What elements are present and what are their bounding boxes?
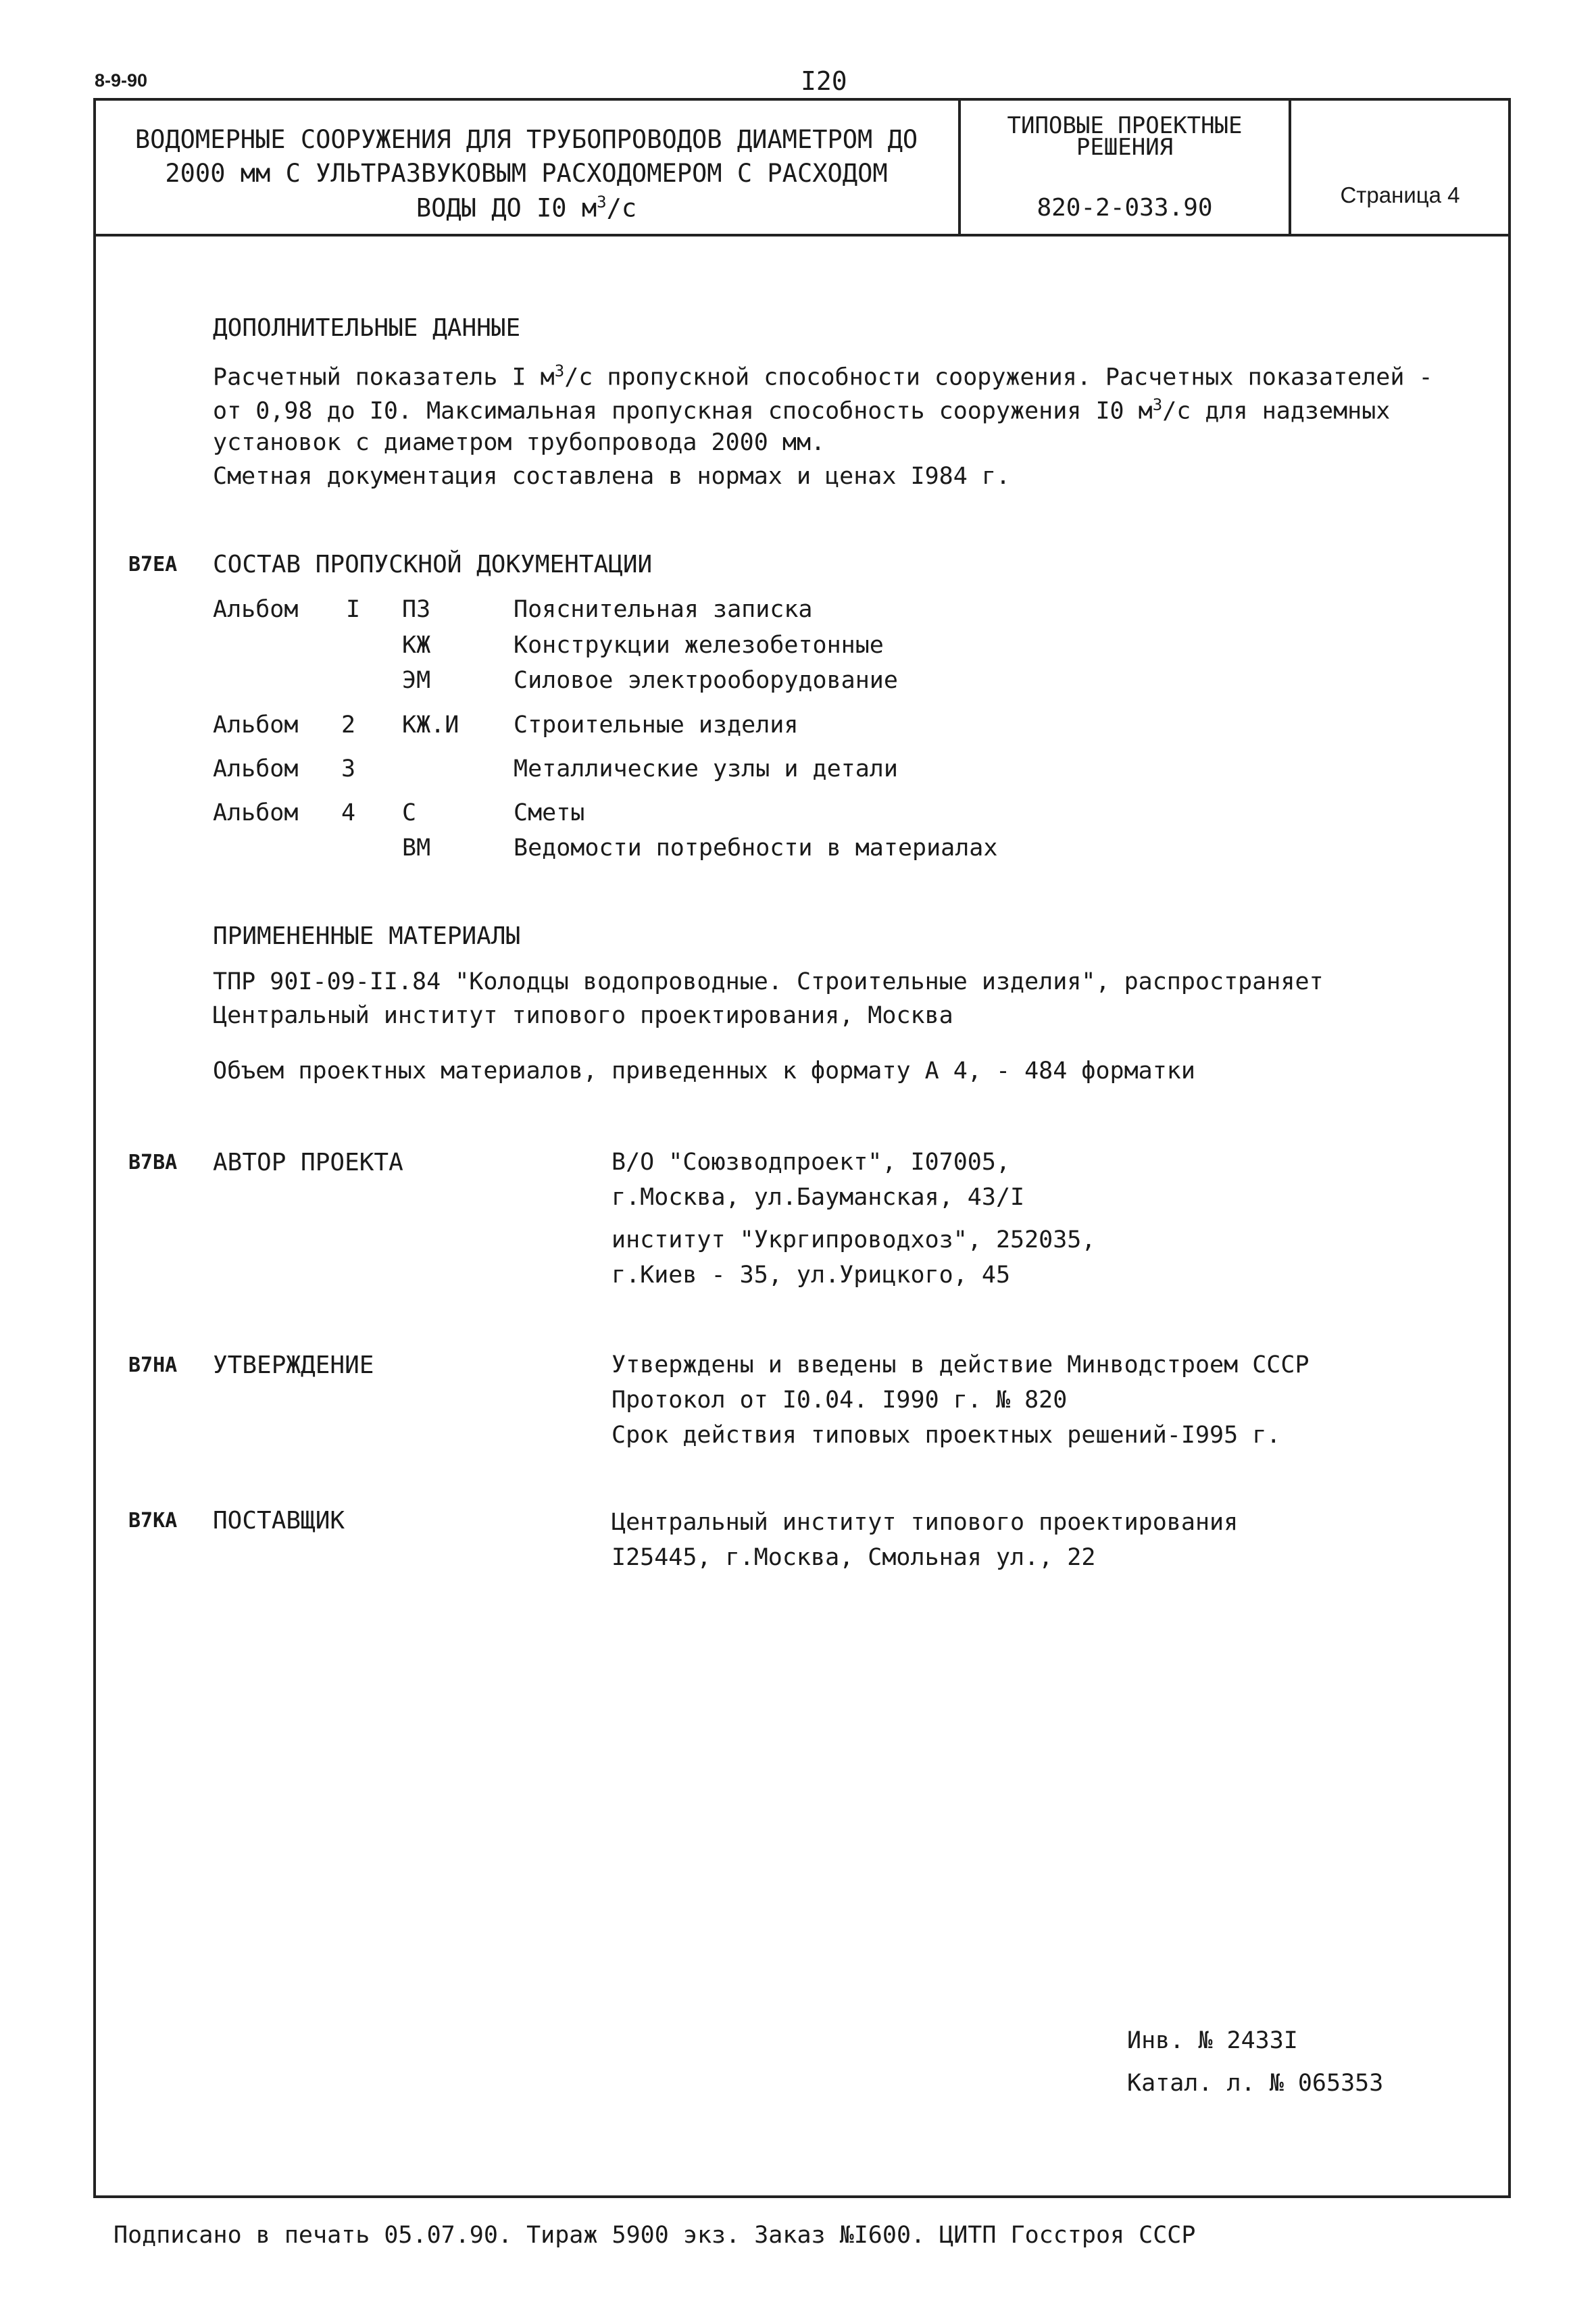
materials-line-1: ТПР 90I-09-II.84 "Колодцы водопроводные. Строительные изделия", распространяет: [213, 968, 1324, 995]
additional-line-3: установок с диаметром трубопровода 2000 мм.: [213, 429, 826, 456]
table-cell-mark: ЭМ: [402, 667, 431, 694]
table-cell-num: 4: [341, 799, 356, 826]
additional-line-2: от 0,98 до I0. Максимальная пропускная способность сооружения I0 $м^3/с$ для надземных: [213, 395, 1391, 425]
catalog-number: Катал. л. № 065353: [1127, 2070, 1384, 2097]
supplier-code: В7КА: [128, 1509, 178, 1533]
table-cell-album: Альбом: [213, 755, 299, 782]
title-line-3: ВОДЫ ДО I0 $м^3/с$: [416, 193, 637, 223]
table-cell-desc: Конструкции железобетонные: [514, 632, 884, 659]
materials-line-2: Центральный институт типового проектирования, Москва: [213, 1002, 953, 1029]
header-divider: [93, 234, 1511, 237]
table-cell-mark: КЖ: [402, 632, 431, 659]
table-cell-mark: ВМ: [402, 835, 431, 862]
table-cell-mark: КЖ.И: [402, 712, 459, 739]
table-row: Альбом: [213, 596, 299, 623]
inventory-number: Инв. № 2433I: [1127, 2027, 1298, 2054]
table-cell-album: Альбом: [213, 712, 299, 739]
table-cell-mark: С: [402, 799, 417, 826]
approval-heading: УТВЕРЖДЕНИЕ: [213, 1351, 374, 1379]
materials-heading: ПРИМЕНЕННЫЕ МАТЕРИАЛЫ: [213, 922, 521, 950]
print-footer: Подписано в печать 05.07.90. Тираж 5900 экз. Заказ №I600. ЦИТП Госстроя СССР: [114, 2222, 1196, 2249]
table-cell-album: Альбом: [213, 799, 299, 826]
author-org1-line2: г.Москва, ул.Бауманская, 43/I: [612, 1184, 1025, 1211]
additional-line-4: Сметная документация составлена в нормах и ценах I984 г.: [213, 463, 1011, 490]
composition-code: В7ЕА: [128, 553, 178, 576]
composition-heading: СОСТАВ ПРОПУСКНОЙ ДОКУМЕНТАЦИИ: [213, 551, 653, 578]
table-cell-num: I: [346, 596, 361, 623]
table-cell-mark: ПЗ: [402, 596, 431, 623]
header-column-divider-2: [1289, 98, 1291, 235]
author-org1-line1: В/О "Союзводпроект", I07005,: [612, 1149, 1011, 1176]
table-cell-num: 2: [341, 712, 356, 739]
additional-heading: ДОПОЛНИТЕЛЬНЫЕ ДАННЫЕ: [213, 314, 521, 342]
title-line-2: 2000 мм С УЛЬТРАЗВУКОВЫМ РАСХОДОМЕРОМ С РАСХОДОМ: [165, 159, 888, 188]
supplier-line-2: I25445, г.Москва, Смольная ул., 22: [612, 1544, 1096, 1571]
page-number: I20: [801, 66, 847, 96]
materials-line-3: Объем проектных материалов, приведенных к формату А 4, - 484 форматки: [213, 1057, 1195, 1085]
approval-line-3: Срок действия типовых проектных решений-I995 г.: [612, 1422, 1281, 1449]
author-code: В7ВА: [128, 1151, 178, 1174]
additional-line-1: Расчетный показатель I $м^3/с$ пропускной способности сооружения. Расчетных показателей -: [213, 362, 1433, 391]
table-cell-num: 3: [341, 755, 356, 782]
table-cell-desc: Силовое электрооборудование: [514, 667, 898, 694]
approval-line-1: Утверждены и введены в действие Минводстроем СССР: [612, 1351, 1310, 1378]
title-line-1: ВОДОМЕРНЫЕ СООРУЖЕНИЯ ДЛЯ ТРУБОПРОВОДОВ ДИАМЕТРОМ ДО: [134, 125, 918, 154]
approval-code: В7НА: [128, 1353, 178, 1377]
table-cell-desc: Строительные изделия: [514, 712, 799, 739]
author-org2-line1: институт "Укргипроводхоз", 252035,: [612, 1226, 1096, 1253]
table-cell-desc: Пояснительная записка: [514, 596, 813, 623]
supplier-heading: ПОСТАВЩИК: [213, 1507, 345, 1535]
approval-line-2: Протокол от I0.04. I990 г. № 820: [612, 1387, 1068, 1414]
corner-code: 8-9-90: [95, 70, 148, 91]
page-label: Страница 4: [1340, 182, 1460, 207]
author-org2-line2: г.Киев - 35, ул.Урицкого, 45: [612, 1262, 1011, 1289]
table-cell-desc: Металлические узлы и детали: [514, 755, 898, 782]
author-heading: АВТОР ПРОЕКТА: [213, 1149, 403, 1176]
series-label: ТИПОВЫЕ ПРОЕКТНЫЕ РЕШЕНИЯ: [1007, 112, 1243, 161]
series-code: 820-2-033.90: [1037, 194, 1213, 222]
table-cell-desc: Ведомости потребности в материалах: [514, 835, 998, 862]
table-cell-desc: Сметы: [514, 799, 585, 826]
supplier-line-1: Центральный институт типового проектирования: [612, 1509, 1239, 1536]
